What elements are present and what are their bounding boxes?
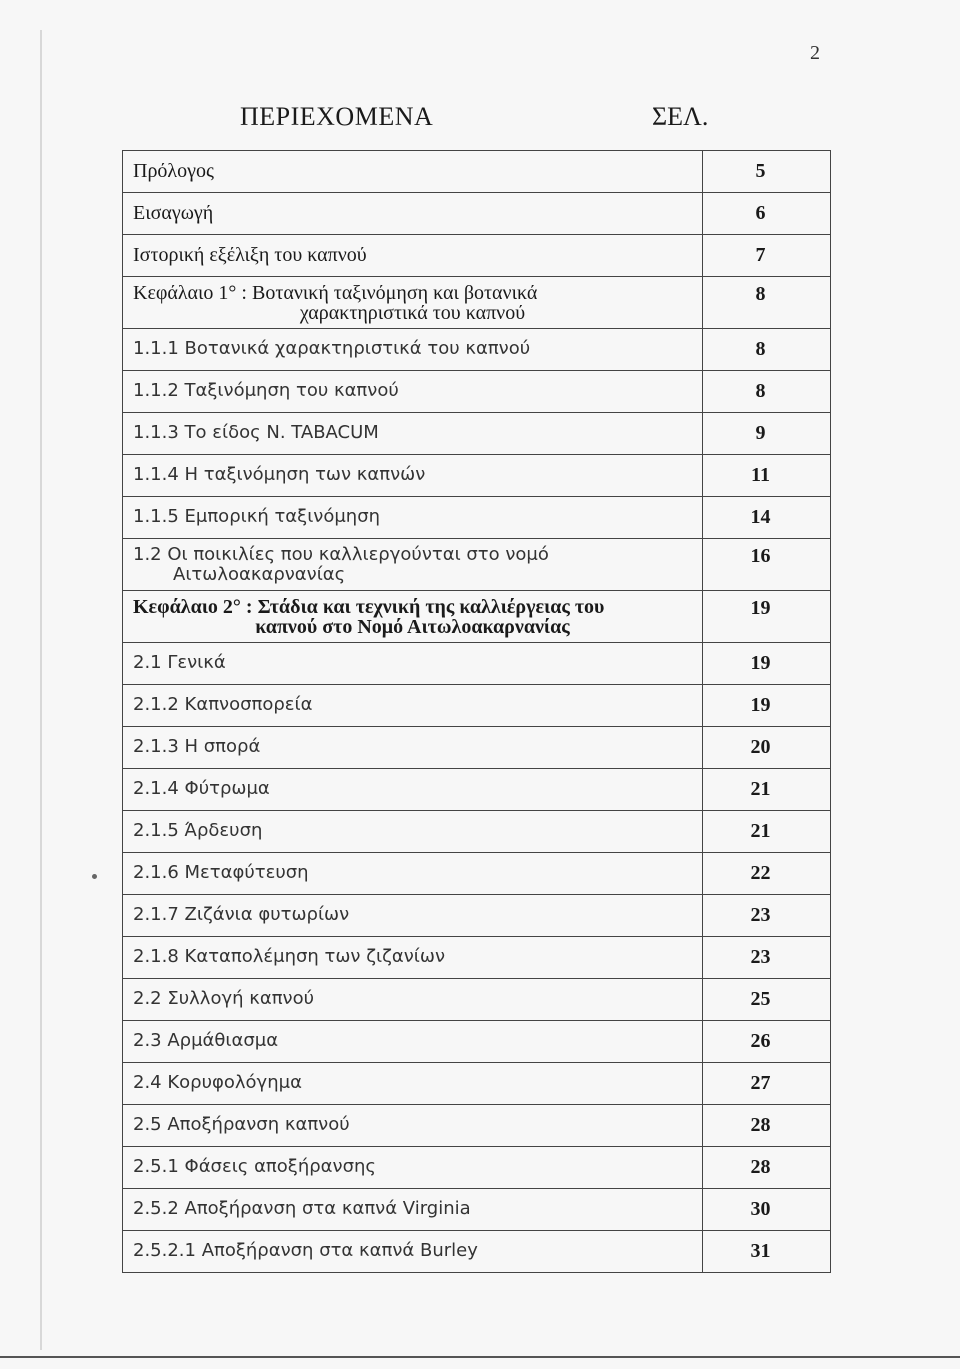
toc-entry-title xyxy=(123,591,703,643)
toc-entry-title: Πρόλογος xyxy=(123,151,703,193)
toc-entry-page: 26 xyxy=(703,1021,831,1063)
scan-edge-shadow xyxy=(40,30,42,1350)
toc-row xyxy=(123,1189,831,1231)
toc-entry-title: 2.2 Συλλογή καπνού xyxy=(123,979,703,1021)
toc-entry-title: 1.1.2 Ταξινόμηση του καπνού xyxy=(123,371,703,413)
toc-entry-page: 8 xyxy=(703,329,831,371)
toc-entry-page: 6 xyxy=(703,193,831,235)
toc-row xyxy=(123,811,831,853)
toc-entry-page: 23 xyxy=(703,937,831,979)
toc-row xyxy=(123,193,831,235)
toc-row xyxy=(123,1231,831,1273)
toc-row xyxy=(123,455,831,497)
toc-entry-page: 28 xyxy=(703,1147,831,1189)
toc-entry-title: 2.1 Γενικά xyxy=(123,643,703,685)
toc-entry-line2: χαρακτηριστικά του καπνού xyxy=(299,302,526,324)
toc-entry-page: 9 xyxy=(703,413,831,455)
toc-entry-page: 31 xyxy=(703,1231,831,1273)
toc-row xyxy=(123,413,831,455)
toc-row xyxy=(123,591,831,643)
toc-row xyxy=(123,979,831,1021)
toc-title: ΠΕΡΙΕΧΟΜΕΝΑ xyxy=(240,102,434,131)
toc-entry-title: 2.1.2 Καπνοσπορεία xyxy=(123,685,703,727)
toc-entry-page: 27 xyxy=(703,1063,831,1105)
toc-entry-page: 5 xyxy=(703,151,831,193)
toc-entry-page: 21 xyxy=(703,811,831,853)
toc-entry-page: 25 xyxy=(703,979,831,1021)
toc-entry-title: 1.1.4 Η ταξινόμηση των καπνών xyxy=(123,455,703,497)
toc-entry-title: Εισαγωγή xyxy=(123,193,703,235)
toc-entry-title: 2.1.4 Φύτρωμα xyxy=(123,769,703,811)
scan-speck xyxy=(92,874,97,879)
toc-entry-title: Ιστορική εξέλιξη του καπνού xyxy=(123,235,703,277)
toc-entry-page: 19 xyxy=(703,643,831,685)
toc-row xyxy=(123,1021,831,1063)
toc-row xyxy=(123,497,831,539)
toc-entry-page: 19 xyxy=(703,685,831,727)
toc-entry-title: 2.1.5 Άρδευση xyxy=(123,811,703,853)
toc-entry-page: 28 xyxy=(703,1105,831,1147)
toc-entry-title: 1.1.3 Το είδος N. TABACUM xyxy=(123,413,703,455)
toc-row xyxy=(123,329,831,371)
toc-entry-title: 2.5.2.1 Αποξήρανση στα καπνά Burley xyxy=(123,1231,703,1273)
toc-row xyxy=(123,937,831,979)
toc-entry-page: 8 xyxy=(703,277,831,329)
toc-entry-line2: Αιτωλοακαρνανίας xyxy=(173,564,346,585)
toc-row xyxy=(123,539,831,591)
toc-row xyxy=(123,235,831,277)
toc-entry-line2: καπνού στο Νομό Αιτωλοακαρνανίας xyxy=(255,616,570,638)
toc-entry-page: 16 xyxy=(703,539,831,591)
toc-row xyxy=(123,371,831,413)
toc-entry-line1: Κεφάλαιο 1° : Βοτανική ταξινόμηση και βοτανικά xyxy=(133,282,538,304)
scan-bottom-edge xyxy=(0,1356,960,1358)
toc-entry-line1: 1.2 Οι ποικιλίες που καλλιεργούνται στο νομό xyxy=(133,544,549,565)
toc-row xyxy=(123,643,831,685)
toc-entry-page: 19 xyxy=(703,591,831,643)
toc-entry-page: 22 xyxy=(703,853,831,895)
page-number: 2 xyxy=(810,42,820,64)
toc-entry-page: 11 xyxy=(703,455,831,497)
page-column-heading: ΣΕΛ. xyxy=(652,102,709,131)
toc-row xyxy=(123,769,831,811)
toc-entry-title: 2.5 Αποξήρανση καπνού xyxy=(123,1105,703,1147)
toc-entry-title: 2.5.1 Φάσεις αποξήρανσης xyxy=(123,1147,703,1189)
toc-row xyxy=(123,277,831,329)
toc-entry-page: 30 xyxy=(703,1189,831,1231)
toc-entry-page: 14 xyxy=(703,497,831,539)
toc-entry-title xyxy=(123,277,703,329)
toc-row xyxy=(123,727,831,769)
toc-row xyxy=(123,151,831,193)
toc-row xyxy=(123,895,831,937)
toc-entry-page: 23 xyxy=(703,895,831,937)
toc-entry-title xyxy=(123,539,703,591)
toc-entry-title: 2.1.3 Η σπορά xyxy=(123,727,703,769)
toc-entry-title: 2.5.2 Αποξήρανση στα καπνά Virginia xyxy=(123,1189,703,1231)
toc-entry-title: 2.3 Αρμάθιασμα xyxy=(123,1021,703,1063)
toc-entry-page: 7 xyxy=(703,235,831,277)
toc-entry-title: 2.1.8 Καταπολέμηση των ζιζανίων xyxy=(123,937,703,979)
toc-row xyxy=(123,853,831,895)
toc-entry-title: 2.4 Κορυφολόγημα xyxy=(123,1063,703,1105)
toc-entry-title: 1.1.5 Εμπορική ταξινόμηση xyxy=(123,497,703,539)
toc-row xyxy=(123,1105,831,1147)
table-of-contents xyxy=(122,150,831,1273)
toc-entry-title: 2.1.6 Μεταφύτευση xyxy=(123,853,703,895)
toc-entry-line1: Κεφάλαιο 2° : Στάδια και τεχνική της καλλιέργειας του xyxy=(133,596,605,618)
toc-entry-page: 20 xyxy=(703,727,831,769)
toc-entry-title: 2.1.7 Ζιζάνια φυτωρίων xyxy=(123,895,703,937)
toc-row xyxy=(123,685,831,727)
toc-entry-title: 1.1.1 Βοτανικά χαρακτηριστικά του καπνού xyxy=(123,329,703,371)
toc-row xyxy=(123,1147,831,1189)
toc-entry-page: 21 xyxy=(703,769,831,811)
toc-entry-page: 8 xyxy=(703,371,831,413)
toc-row xyxy=(123,1063,831,1105)
